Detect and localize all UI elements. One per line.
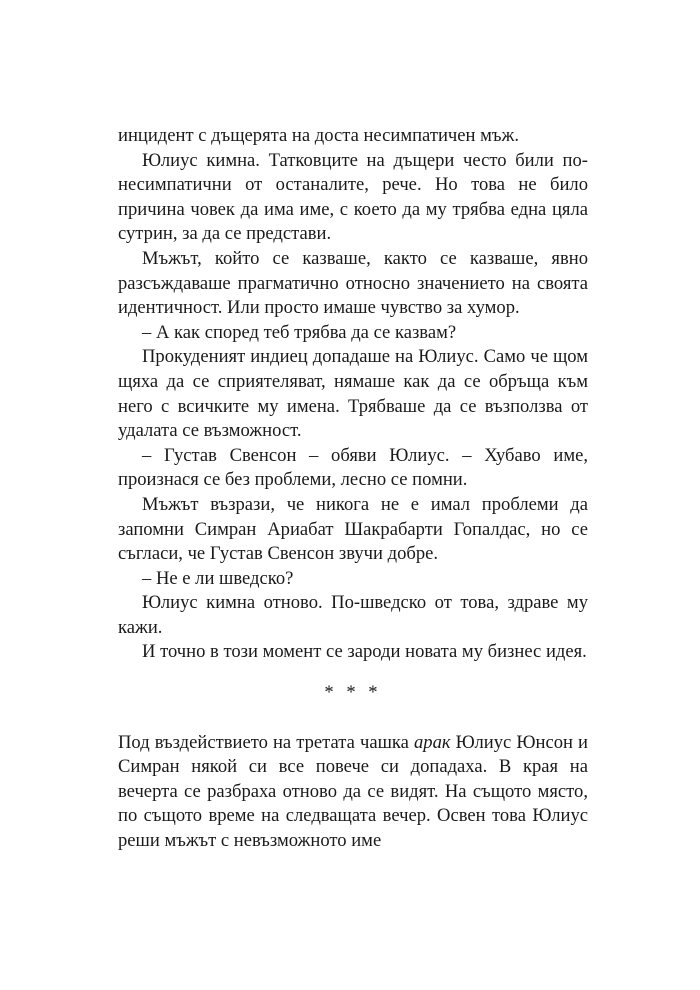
section-2-italic-word: арак: [413, 731, 451, 753]
paragraph-2: Юлиус кимна. Татковците на дъщери често били по-несимпатични от останалите, рече. Но това не било причина човек да има име, с което да му трябва една цяла сутрин, за да се представи.: [118, 149, 588, 245]
paragraph-7: Мъжът възрази, че никога не е имал проблеми да запомни Симран Ариабат Шакрабарти Гопалдас, но се съгласи, че Густав Свенсон звучи добре.: [118, 493, 588, 565]
paragraph-3: Мъжът, който се казваше, както се казваше, явно разсъждаваше прагматично относно значението на своята идентичност. Или просто имаше чувство за хумор.: [118, 247, 588, 319]
paragraph-8: – Не е ли шведско?: [142, 567, 294, 589]
paragraph-6: – Густав Свенсон – обяви Юлиус. – Хубаво име, произнася се без проблеми, лесно се помни.: [118, 444, 588, 491]
paragraph-4: – А как според теб трябва да се казвам?: [142, 321, 457, 343]
section-2-paragraph: [118, 731, 588, 854]
book-page: [118, 124, 588, 854]
paragraph-10: И точно в този момент се зароди новата му бизнес идея.: [142, 641, 587, 663]
paragraph-9: Юлиус кимна отново. По-шведско от това, здраве му кажи.: [118, 592, 588, 638]
section-separator: * * *: [324, 682, 382, 704]
section-2-text-end: Юлиус Юнсон и Симран някой си все повече си допадаха. В края на вечерта се разбраха отново да се видят. На същото място, по същото време на следващата вечер. Освен това Юлиус реши мъжът с невъзможното име: [118, 731, 588, 852]
paragraph-5: Прокуденият индиец допадаше на Юлиус. Само че щом щяха да се сприятеляват, нямаше как да се обръща към него с всичките му имена. Трябваше да се възползва от удалата се възможност.: [118, 346, 588, 442]
section-2-text-start: Под въздействието на третата чашка: [118, 731, 414, 753]
paragraph-1: инцидент с дъщерята на доста несимпатичен мъж.: [118, 125, 519, 146]
